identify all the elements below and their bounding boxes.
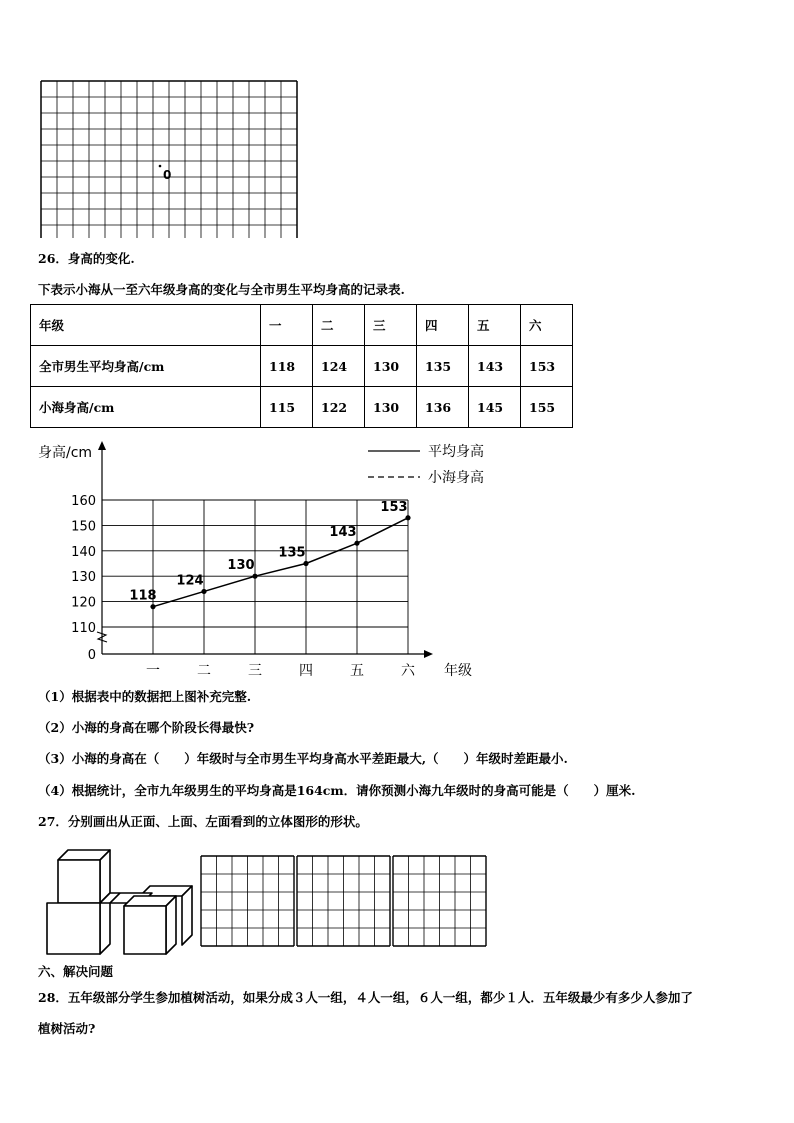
series-line-average [153,518,408,607]
y-tick-label: 150 [71,519,96,535]
origin-point [159,165,162,168]
height-record-table [30,304,573,428]
table-cell: 118 [261,346,313,387]
q26-sub1: （1）根据表中的数据把上图补充完整. [38,689,252,704]
cube-solid-figure [42,848,197,958]
x-tick-label: 六 [401,663,415,679]
y-tick-label: 160 [71,494,96,509]
x-tick-label: 四 [299,663,313,679]
table-cell: 115 [261,387,313,428]
table-cell: 136 [417,387,469,428]
data-point [405,515,410,520]
table-cell: 全市男生平均身高/cm [31,346,261,387]
table-row [31,387,573,428]
q26-sub3: （3）小海的身高在（ ）年级时与全市男生平均身高水平差距最大,（ ）年级时差距最小. [38,751,568,766]
table-cell: 四 [417,305,469,346]
y-tick-label: 110 [71,621,96,636]
x-tick-label: 三 [248,663,262,679]
height-line-chart [30,436,500,686]
table-cell: 155 [521,387,573,428]
data-point [354,541,359,546]
table-cell: 153 [521,346,573,387]
drawing-grid-left[interactable] [392,855,488,947]
data-label: 124 [176,573,204,589]
data-point [201,589,206,594]
data-label: 130 [227,558,255,574]
x-axis-arrow [424,650,433,658]
x-axis-label: 年级 [444,663,472,679]
origin-label: 0 [163,168,172,182]
y-axis-arrow [98,441,106,450]
table-cell: 122 [313,387,365,428]
y-tick-label: 120 [71,595,96,611]
q26-intro: 下表示小海从一至六年级身高的变化与全市男生平均身高的记录表. [38,282,405,297]
table-row [31,346,573,387]
table-cell: 130 [365,387,417,428]
data-point [150,604,155,609]
x-tick-label: 五 [350,663,364,679]
data-point [303,561,308,566]
section-title: 六、解决问题 [38,964,114,979]
q28-line1: 28．五年级部分学生参加植树活动，如果分成３人一组，４人一组，６人一组，都少１人．五年级最少有多少人参加了 [38,990,693,1005]
q26-sub2: （2）小海的身高在哪个阶段长得最快? [38,720,255,735]
legend-label: 小海身高 [428,470,484,486]
table-header-row [31,305,573,346]
data-label: 135 [278,545,306,561]
x-tick-label: 二 [197,663,211,679]
y-tick-label: 130 [71,570,96,586]
q28-line2: 植树活动? [38,1021,96,1036]
data-label: 153 [380,499,408,515]
table-cell: 五 [469,305,521,346]
table-cell: 二 [313,305,365,346]
table-cell: 小海身高/cm [31,387,261,428]
table-cell: 一 [261,305,313,346]
axis-break-mark [97,632,107,642]
y-axis-label: 身高/cm [38,445,93,461]
x-tick-label: 一 [146,663,160,679]
table-cell: 130 [365,346,417,387]
data-point [252,574,257,579]
table-cell: 145 [469,387,521,428]
coordinate-grid [40,80,300,238]
table-cell: 六 [521,305,573,346]
data-label: 118 [129,588,157,604]
data-label: 143 [329,525,357,541]
y-tick-label: 0 [87,648,96,663]
q26-sub4: （4）根据统计，全市九年级男生的平均身高是164cm．请你预测小海九年级时的身高可能是（ ）厘米. [38,783,636,798]
q26-title: 26．身高的变化. [38,251,135,266]
table-cell: 135 [417,346,469,387]
q27-title: 27．分别画出从正面、上面、左面看到的立体图形的形状。 [38,814,368,829]
table-cell: 143 [469,346,521,387]
table-cell: 三 [365,305,417,346]
table-cell: 124 [313,346,365,387]
drawing-grid-front[interactable] [200,855,296,947]
legend-label: 平均身高 [428,444,484,460]
y-tick-label: 140 [71,544,96,560]
table-cell: 年级 [31,305,261,346]
drawing-grid-top[interactable] [296,855,392,947]
